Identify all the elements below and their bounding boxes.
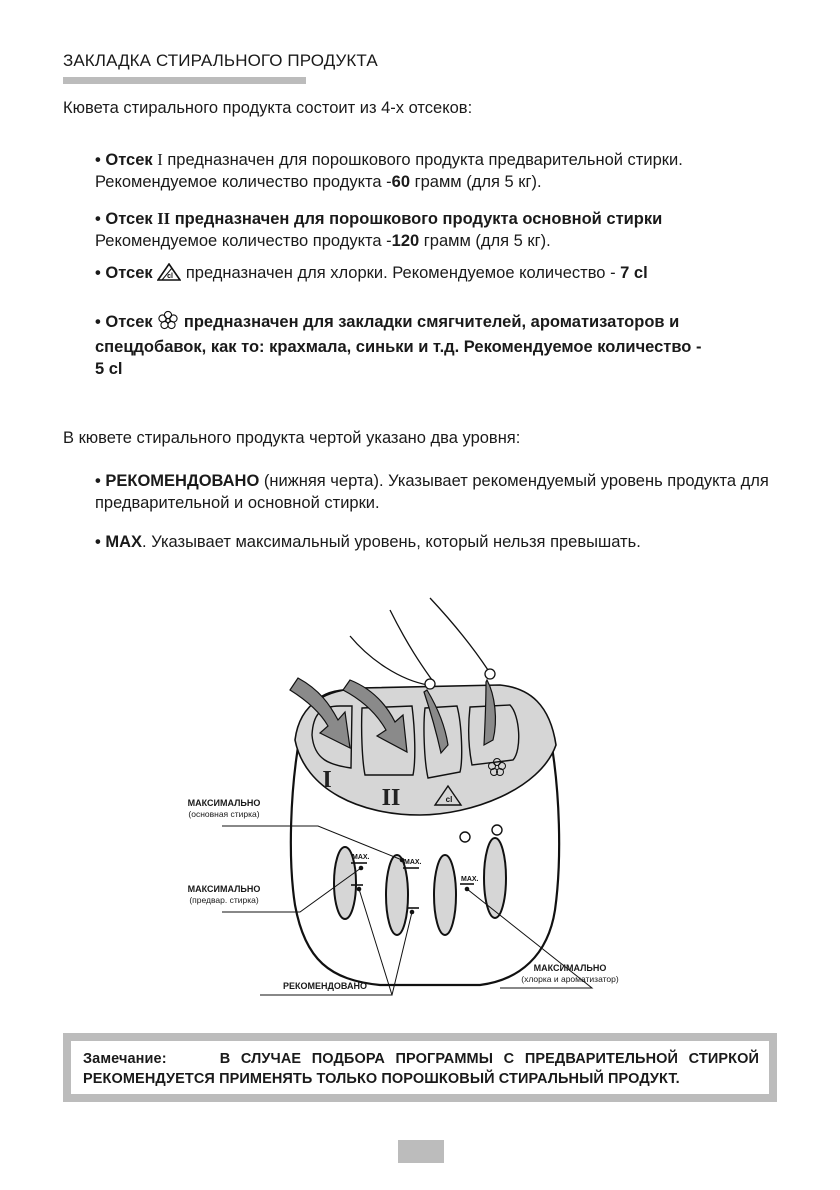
callout-max-chlorine: МАКСИМАЛЬНО (хлорка и ароматизатор)	[521, 963, 619, 984]
level-term: • РЕКОМЕНДОВАНО	[95, 472, 260, 490]
callout-max-prewash: МАКСИМАЛЬНО (предвар. стирка)	[187, 884, 261, 905]
recommendation-suffix: грамм (для 5 кг).	[419, 232, 551, 250]
section-title: ЗАКЛАДКА СТИРАЛЬНОГО ПРОДУКТА	[63, 51, 378, 70]
chlorine-triangle-icon	[157, 263, 181, 287]
level-term: • MAX	[95, 533, 143, 551]
compartment-prefix: • Отсек	[95, 151, 153, 169]
compartment-softener-desc	[95, 310, 795, 380]
detergent-drawer-diagram	[150, 585, 670, 1005]
level-recommended-desc	[95, 470, 775, 514]
compartment-prefix: • Отсек	[95, 313, 153, 331]
compartment-prefix: • Отсек	[95, 210, 153, 228]
max-mark-chlorine: MAX.	[461, 876, 479, 883]
recommendation-value: 60	[391, 173, 410, 191]
compartment-symbol: I	[157, 150, 163, 169]
level-text: . Указывает максимальный уровень, который нельзя превышать.	[142, 533, 641, 551]
compartment-prefix: • Отсек	[95, 264, 153, 282]
compartment-1-desc	[95, 149, 795, 193]
recommendation-suffix: грамм (для 5 кг).	[410, 173, 542, 191]
max-mark-prewash: MAX.	[352, 854, 370, 861]
title-underline-bar	[63, 77, 306, 84]
note-text	[83, 1049, 759, 1089]
svg-text:cl: cl	[167, 273, 174, 280]
max-mark-main: MAX.	[404, 859, 422, 866]
compartment-text: предназначен для порошкового продукта предварительной стирки.	[162, 151, 683, 169]
recommendation-value: 7 cl	[620, 264, 648, 282]
tray-label-1: I	[322, 767, 332, 793]
tray-label-2: II	[381, 785, 401, 811]
note-body: В СЛУЧАЕ ПОДБОРА ПРОГРАММЫ С ПРЕДВАРИТЕЛЬНОЙ СТИРКОЙ РЕКОМЕНДУЕТСЯ ПРИМЕНЯТЬ ТОЛЬКО ПОРОШКОВЫЙ СТИРАЛЬНЫЙ ПРОДУКТ.	[83, 1051, 759, 1087]
page-number-tab	[398, 1140, 444, 1163]
compartment-2-desc	[95, 208, 795, 252]
recommendation-prefix: Рекомендуемое количество продукта -	[95, 232, 392, 250]
svg-text:cl: cl	[445, 795, 453, 804]
intro-text: Кювета стирального продукта состоит из 4-х отсеков:	[63, 99, 473, 117]
drawer-illustration	[150, 585, 670, 1005]
callout-recommended: РЕКОМЕНДОВАНО	[283, 981, 367, 991]
recommendation-value: 5 cl	[95, 360, 123, 378]
recommendation-prefix: Рекомендуемое количество продукта -	[95, 173, 392, 191]
note-inner	[71, 1041, 769, 1094]
compartment-text: предназначен для порошкового продукта основной стирки	[170, 210, 663, 228]
compartment-text: предназначен для хлорки. Рекомендуемое количество -	[181, 264, 621, 282]
callout-max-main: МАКСИМАЛЬНО (основная стирка)	[187, 798, 261, 819]
level-text: (нижняя черта). Указывает рекомендуемый уровень продукта для предварительной и основной стирки.	[95, 472, 769, 512]
recommendation-value: 120	[391, 232, 420, 250]
compartment-text: предназначен для закладки смягчителей, ароматизаторов и спецдобавок, как то: крахмала, синьки и т.д. Рекомендуемое количество -	[95, 313, 702, 356]
levels-intro: В кювете стирального продукта чертой указано два уровня:	[63, 429, 521, 447]
level-max-desc	[95, 531, 795, 553]
note-label: Замечание:	[83, 1051, 167, 1067]
compartment-chlorine-desc	[95, 262, 795, 287]
compartment-symbol: II	[157, 209, 171, 228]
note-box	[63, 1033, 777, 1102]
flower-softener-icon	[157, 310, 179, 336]
